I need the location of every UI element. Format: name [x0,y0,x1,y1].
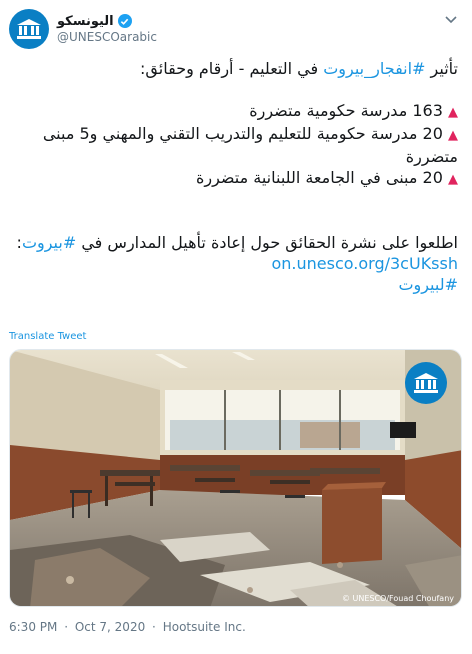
translate-tweet-link[interactable]: Translate Tweet [9,331,87,342]
tweet-text [10,58,458,295]
tweet-time[interactable]: 6:30 PM [9,620,58,634]
tweet-date[interactable]: Oct 7, 2020 [74,620,146,634]
headline: تأثير #انفجار_بيروت في التعليم - أرقام وحقائق: [140,59,458,78]
tweet-header [9,9,463,51]
factsheet-link[interactable]: on.unesco.org/3cUKssh [271,254,458,273]
triangle-bullet-icon: ▲ [448,172,458,187]
unesco-logo-icon [15,18,43,40]
fact-item: ▲ 20 مبنى في الجامعة اللبنانية متضررة [195,168,458,187]
fact-item: ▲ 163 مدرسة حكومية متضررة [249,101,458,120]
avatar[interactable] [9,9,49,49]
fact-item: ▲ 20 مدرسة حكومية للتعليم والتدريب التقني والمهني و5 مبنى متضررة [42,124,458,166]
triangle-bullet-icon: ▲ [448,105,458,120]
triangle-bullet-icon: ▲ [448,128,458,143]
hashtag-for-beirut[interactable]: #لبيروت [398,275,458,294]
tweet-source[interactable]: Hootsuite Inc. [162,620,246,634]
chevron-down-icon[interactable] [443,11,459,27]
account-name[interactable]: اليونسكو [57,13,114,29]
account-handle[interactable]: @UNESCOarabic [57,30,157,44]
call-to-action: اطلعوا على نشرة الحقائق حول إعادة تأهيل المدارس في #بيروت: on.unesco.org/3cUKssh [16,233,458,273]
separator-dot: · [64,620,69,634]
unesco-logo-icon [405,362,447,404]
tweet-photo[interactable] [9,349,462,607]
separator-dot: · [152,620,156,634]
hashtag-beirut-explosion[interactable]: #انفجار_بيروت [323,59,426,78]
name-row [57,12,132,30]
verified-badge-icon [118,14,132,28]
hashtag-beirut[interactable]: #بيروت [21,233,77,252]
photo-credit: © UNESCO/Fouad Choufany [341,594,454,603]
tweet-meta [9,620,249,634]
damaged-classroom-image [10,350,462,607]
